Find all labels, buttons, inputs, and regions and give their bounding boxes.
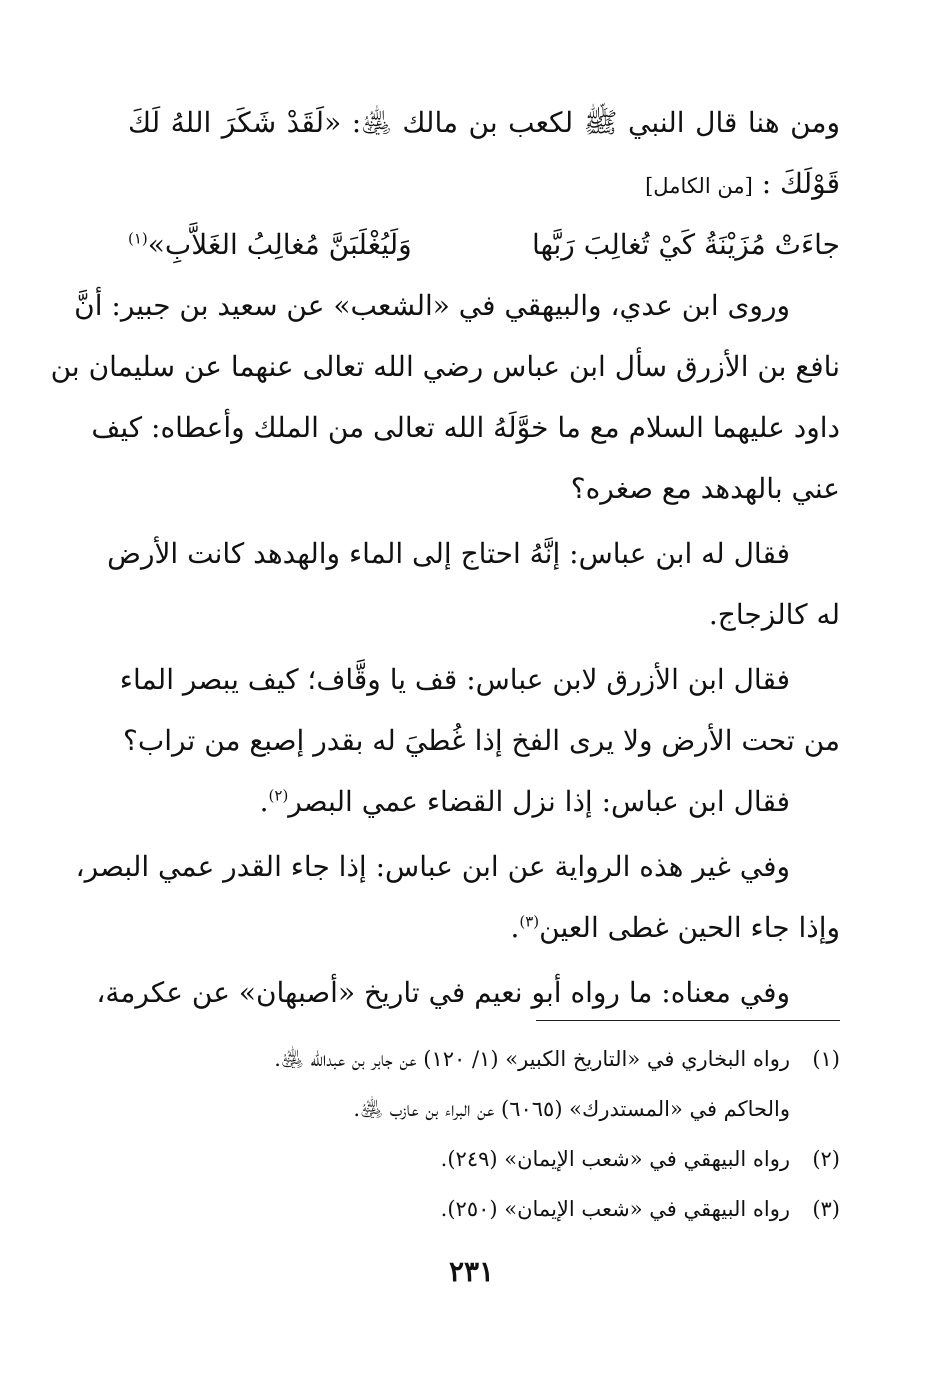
text-line: قَوْلَكَ : [من الكامل]: [645, 167, 840, 200]
text-line: عني بالهدهد مع صغره؟: [570, 472, 840, 505]
main-text: [50, 92, 840, 1023]
verse-second-hemistich: وَلَيُغْلَبَنَّ مُغالِبُ الغَلاَّبِ»$^{(١)}$: [128, 228, 412, 261]
footnote: [150, 1084, 840, 1134]
footnote: [150, 1184, 840, 1234]
poetry-verse: [128, 214, 840, 275]
verse-first-hemistich: جاءَتْ مُزَيْنَةُ كَيْ تُغالِبَ رَبَّها: [532, 228, 840, 261]
text-line: وإذا جاء الحين غطى العين$^{(٣)}$.: [510, 911, 840, 944]
text-line: نافع بن الأزرق سأل ابن عباس رضي الله تعالى عنهما عن سليمان بن: [50, 350, 840, 383]
text-line: فقال ابن الأزرق لابن عباس: قف يا وقَّاف؛ كيف يبصر الماء: [119, 663, 790, 696]
text-line: وفي معناه: ما رواه أبو نعيم في تاريخ «أصبهان» عن عكرمة،: [96, 976, 790, 1009]
page-number: ٢٣١: [448, 1255, 495, 1288]
footnote-text: رواه البيهقي في «شعب الإيمان» (٢٤٩).: [440, 1147, 790, 1171]
text-line: داود عليهما السلام مع ما خوَّلَهُ الله تعالى من الملك وأعطاه: كيف: [91, 411, 840, 444]
text-line: من تحت الأرض ولا يرى الفخ إذا غُطيَ له بقدر إصبع من تراب؟: [123, 724, 840, 757]
footnote-number: (٢): [812, 1147, 840, 1171]
footnote-ref: (١): [128, 229, 148, 248]
text-line: وروى ابن عدي، والبيهقي في «الشعب» عن سعيد بن جبير: أنَّ: [74, 289, 790, 322]
footnote-separator: [536, 1020, 840, 1021]
footnote: [150, 1034, 840, 1084]
text-line: له كالزجاج.: [708, 598, 840, 631]
footnote-ref: (٣): [519, 912, 540, 931]
footnote-text: رواه البخاري في «التاريخ الكبير» (١/ ١٢٠) عن جابر بن عبدالله ﵁.: [274, 1047, 790, 1071]
footnotes: [150, 1034, 840, 1234]
text-line: فقال ابن عباس: إذا نزل القضاء عمي البصر$^{(٢)}$.: [259, 785, 790, 818]
footnote-number: (١): [812, 1047, 840, 1071]
meter-label: [من الكامل]: [645, 174, 753, 198]
footnote-number: (٣): [812, 1197, 840, 1221]
footnote-text: رواه البيهقي في «شعب الإيمان» (٢٥٠).: [440, 1197, 790, 1221]
text-line: وفي غير هذه الرواية عن ابن عباس: إذا جاء القدر عمي البصر،: [75, 850, 790, 883]
footnote: [150, 1134, 840, 1184]
text-line: ومن هنا قال النبي ﷺ لكعب بن مالك ﵁: «لَقَدْ شَكَرَ اللهُ لَكَ: [128, 106, 840, 139]
footnote-text: والحاكم في «المستدرك» (٦٠٦٥) عن البراء بن عازب ﵁.: [353, 1097, 790, 1121]
text-line: فقال له ابن عباس: إنَّهُ احتاج إلى الماء والهدهد كانت الأرض: [107, 537, 790, 570]
footnote-ref: (٢): [268, 786, 289, 805]
